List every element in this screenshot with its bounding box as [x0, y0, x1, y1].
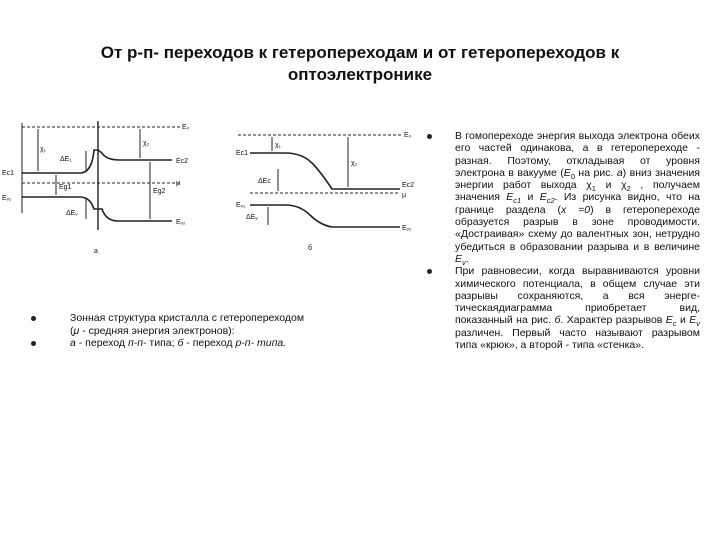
slide-title-line-2: оптоэлектронике — [287, 65, 433, 84]
diagram-a — [22, 121, 180, 230]
slide-title — [40, 42, 680, 86]
a-label-chi1: χ₁ — [40, 146, 47, 153]
explanation-list — [425, 130, 710, 351]
list-item — [30, 337, 330, 350]
a-label-eg1: Eg1 — [59, 184, 72, 191]
b-label-e0: E₀ — [404, 132, 412, 139]
bullet-icon — [31, 341, 36, 346]
b-label-mu: μ — [402, 192, 407, 199]
explanation-paragraph-1: В гомопереходе энергия выхода электрона обеих его частей одинакова, а в гетеропереходе - разная. Поэтому, откладывая от уровня электрона в вакууме ($Е_0$ на рис. а) вниз значения энергии работ выхода $\chi_1$ и $\chi_2$ , получаем значения $Е_{с1}$ и $Е_{с2}$. Из рисунка видно, что на границе раздела (х =0) в гетеропереходе образуется разрыв в зоне проводимости. «Достраивая» схему до валентных зон, нетрудно убедиться в образовании разрыва и в величине $Е_v$. — [455, 130, 700, 268]
bullet-icon — [31, 316, 36, 321]
b-label-chi1: χ₁ — [275, 142, 282, 149]
a-label-ev2: Eᵥ₂ — [176, 219, 186, 226]
slide-title-line-1: От р-п- переходов к гетеропереходам и от гетеропереходов к — [100, 43, 620, 62]
bullet-icon — [427, 134, 432, 139]
explanation-paragraph-2: При равновесии, когда выравниваются уровни химического потенциала, в общем случае эти разрывы сохраняются, а вся энерге-тическаядиаграмма приобретает вид, показанный на рис. б. Характер разрывов $Е_с$ и $Е_v$ различен. Первый часто называют разрывом типа «крюк», а второй - типа «стенка». — [455, 265, 700, 352]
a-label-ec1: Eс1 — [2, 170, 15, 177]
a-label-de1: ΔE₁ — [60, 156, 72, 163]
a-label-chi2: χ₂ — [143, 140, 150, 147]
a-label-ev1: Eᵥ₁ — [2, 195, 12, 202]
a-label-mu: μ — [176, 180, 181, 187]
list-item — [30, 312, 330, 337]
b-label-ec2: Eс2 — [402, 182, 415, 189]
a-label-eg2: Eg2 — [153, 188, 166, 195]
caption-legend-text: а - переход п-п- типа; б - переход р-п- типа. — [70, 337, 287, 350]
list-item — [425, 265, 710, 351]
a-caption: а — [94, 248, 98, 255]
b-label-ev1: Eᵥ₁ — [236, 202, 246, 209]
a-label-ec2: Eс2 — [176, 158, 189, 165]
b-caption: б — [308, 245, 313, 252]
b-label-chi2: χ₂ — [351, 160, 358, 167]
b-label-dev: ΔEᵥ — [246, 214, 258, 221]
caption-text: Зонная структура кристалла с гетеропереходом (μ - средняя энергия электронов): — [70, 312, 305, 337]
list-item — [425, 130, 710, 268]
b-label-dec: ΔEс — [258, 178, 271, 185]
a-label-dev: ΔEᵥ — [66, 210, 78, 217]
b-label-ec1: Eс1 — [236, 150, 249, 157]
a-label-e0: E₀ — [182, 124, 190, 131]
figure-caption-list — [30, 312, 330, 350]
band-diagram-figure — [0, 105, 420, 260]
bullet-icon — [427, 269, 432, 274]
b-label-ev2: Eᵥ₂ — [402, 225, 412, 232]
